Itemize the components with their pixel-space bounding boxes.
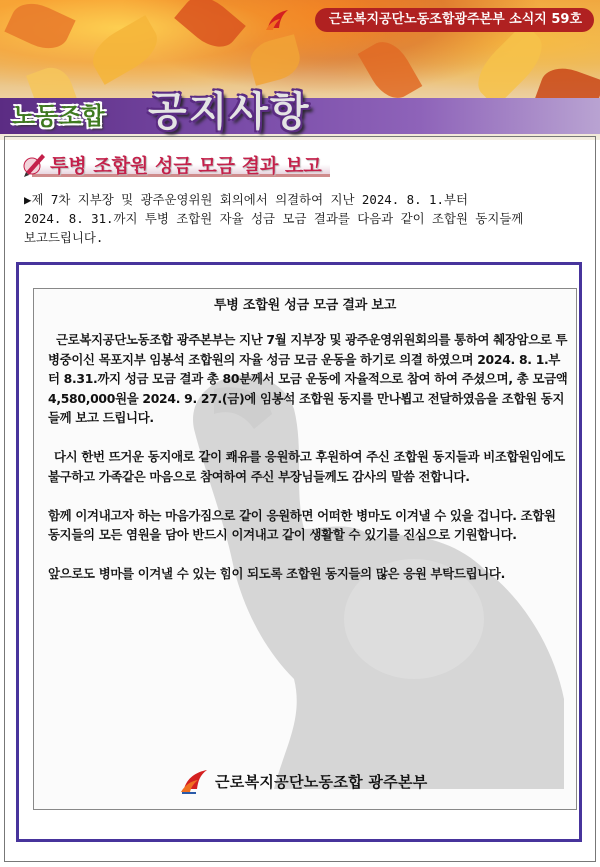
report-paragraph: 함께 이겨내고자 하는 마음가짐으로 같이 응원하면 어떠한 병마도 이겨낼 수 있을 겁니다. 조합원 동지들의 모든 염원을 담아 반드시 이겨내고 같이 생활할 수 있기를 진심으로 기원합니다. xyxy=(48,507,556,542)
report-paragraph: 근로복지공단노동조합 광주본부는 지난 7월 지부장 및 광주운영위원회의를 통하여 췌장암으로 투병중이신 목포지부 임봉석 조합원의 자율 성금 모금 운동을 하기로 의결 하였으며 2024. 8. 1.부터 8.31.까지 성금 모금 결과 총 80분께서 모금 운동에 자율적으로 참여 하여 주셨으며, 총 모금액 4,580,000원을 2024. 9. 27.(금)에 임봉석 조합원 동지를 만나뵙고 전달하였음을 조합원 동지들께 보고 드립니다. xyxy=(48,332,568,425)
autumn-leaf-icon xyxy=(358,34,423,106)
autumn-leaf-icon xyxy=(4,0,75,57)
union-logo-icon xyxy=(264,8,290,32)
header-title-small: 노동조합 xyxy=(12,102,105,130)
report-paragraph: 다시 한번 뜨거운 동지애로 같이 쾌유를 응원하고 후원하여 주신 조합원 동지들과 비조합원임에도 불구하고 가족같은 마음으로 참여하여 주신 부장님들께도 감사의 말씀 전합니다. xyxy=(48,449,565,484)
intro-text xyxy=(24,190,584,247)
signature-text: 근로복지공단노동조합 광주본부 xyxy=(215,773,428,791)
intro-line: ▶제 7차 지부장 및 광주운영위원 회의에서 의결하여 지난 2024. 8. 1.부터 xyxy=(24,192,468,207)
section-title: 투병 조합원 성금 모금 결과 보고 xyxy=(50,155,322,177)
intro-line: 2024. 8. 31.까지 투병 조합원 자율 성금 모금 결과를 다음과 같이 조합원 동지들께 xyxy=(24,211,524,226)
newsletter-badge: 근로복지공단노동조합광주본부 소식지 59호 xyxy=(315,8,594,32)
report-paragraph: 앞으로도 병마를 이겨낼 수 있는 힘이 되도록 조합원 동지들의 많은 응원 부탁드립니다. xyxy=(48,566,505,581)
pen-icon xyxy=(20,150,48,178)
autumn-leaf-icon xyxy=(174,0,246,57)
autumn-leaf-icon xyxy=(246,34,305,86)
section-heading xyxy=(20,150,330,178)
autumn-leaf-icon xyxy=(85,15,166,85)
report-title: 투병 조합원 성금 모금 결과 보고 xyxy=(213,298,397,313)
union-logo-icon xyxy=(179,767,209,795)
intro-line: 보고드립니다. xyxy=(24,230,104,245)
report-body xyxy=(48,330,568,603)
header-banner xyxy=(0,0,600,140)
report-box xyxy=(33,288,577,810)
header-title-big: 공지사항 xyxy=(148,89,311,135)
